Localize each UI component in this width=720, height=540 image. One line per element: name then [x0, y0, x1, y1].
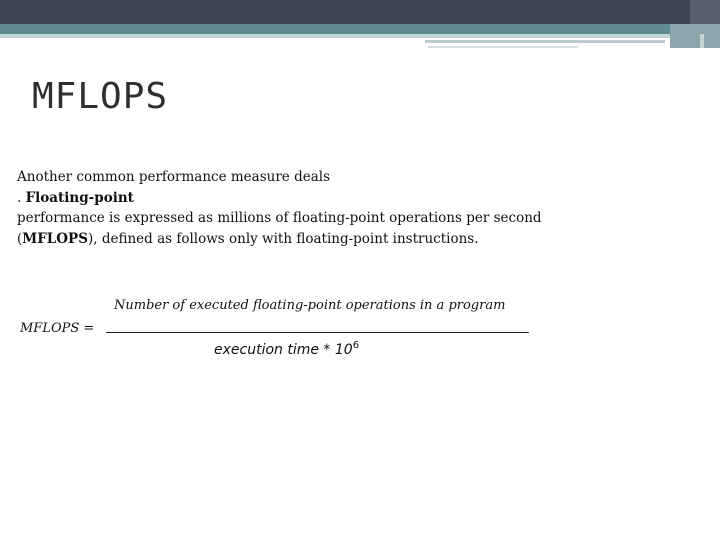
body-line-4 [17, 229, 577, 250]
header-band-dark-accent [690, 0, 720, 24]
header-accent-line [425, 40, 665, 43]
body-line-1: Another common performance measure deals [17, 169, 330, 185]
body-line-4-open: ( [17, 230, 23, 247]
formula-numerator: Number of executed floating-point operations in a program [114, 298, 506, 313]
body-line-4-bold: MFLOPS [22, 230, 88, 247]
header-accent-line [428, 46, 578, 48]
slide-title: MFLOPS [32, 76, 169, 117]
header-band-teal-accent [670, 24, 720, 48]
formula-denominator [214, 340, 359, 358]
header-band-light [0, 34, 720, 38]
formula-fraction-bar [106, 332, 529, 333]
header-band-dark [0, 0, 720, 24]
formula-lhs: MFLOPS = [20, 321, 95, 336]
body-line-2-bold: Floating-point [25, 189, 134, 206]
body-line-4-rest: ), defined as follows only with floating-point instructions. [87, 230, 479, 247]
header-band-teal [0, 24, 720, 34]
body-text [17, 167, 577, 249]
body-line-2-prefix: . [17, 189, 26, 206]
header-accent-line [700, 34, 704, 48]
formula-denominator-exponent: 6 [352, 340, 360, 351]
body-line-3: performance is expressed as millions of floating-point operations per second [17, 210, 542, 226]
body-line-2 [17, 188, 577, 209]
formula-denominator-base: execution time * 10 [214, 342, 353, 358]
